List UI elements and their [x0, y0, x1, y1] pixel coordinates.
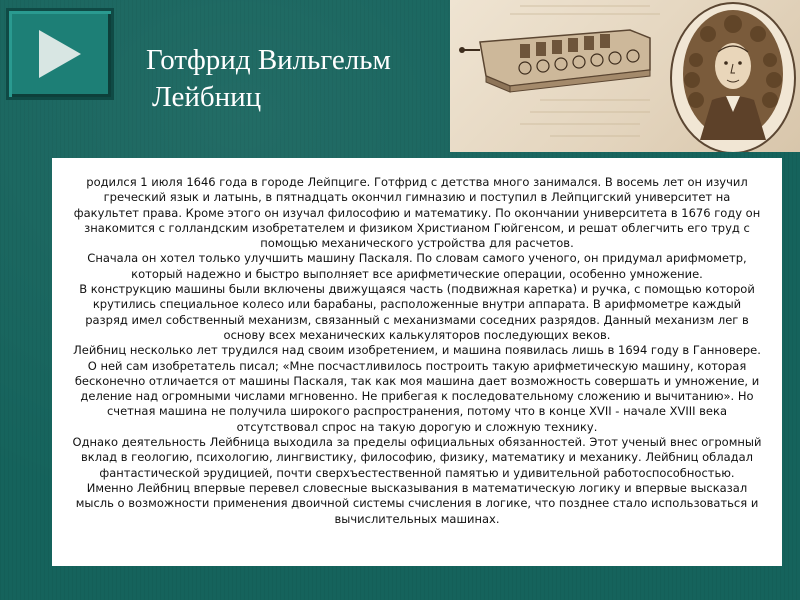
play-button[interactable] — [6, 8, 114, 100]
triangle-play-icon — [39, 30, 81, 78]
title-line-2: Лейбниц — [152, 81, 262, 113]
biography-text-panel — [52, 158, 782, 566]
paragraph-pascal-improvement: Сначала он хотел только улучшить машину Паскаля. По словам самого ученого, он придумал арифмометр, который надежно и быстро выполняет все арифметические операции, особенно умножение. — [87, 251, 747, 281]
leibniz-portrait — [671, 3, 795, 152]
calculator-machine — [459, 30, 650, 92]
paragraph-machine-construction: В конструкцию машины были включены движущаяся часть (подвижная каретка) и ручка, с помощью которой крутились специальное колесо или барабаны, расположенные внутри аппарата. В арифмометре каждый разряд имел собственный механизм, связанный с механизмами соседних разрядов. Данный механизм лег в основу всех механических калькуляторов последующих веков. — [79, 282, 755, 342]
paragraph-binary-logic: Именно Лейбниц впервые перевел словесные высказывания в математическую логику и впервые высказал мысль о возможности применения двоичной системы счисления в логике, что позднее стало использоваться и вычислительных машинах. — [75, 480, 759, 526]
paragraph-birth-education: родился 1 июля 1646 года в городе Лейпциге. Готфрид с детства много занимался. В восемь лет он изучил греческий язык и латынь, в пятнадцать окончил гимназию и поступил в Лейпцигский университет на факультет права. Кроме этого он изучал философию и математику. По окончании университета в 1676 году он знакомится с голландским изобретателем и физиком Христианом Гюйгенсом, и решат облегчить его труд с помощью механического устройства для расчетов. — [73, 175, 761, 251]
page-title — [146, 42, 391, 116]
paragraph-contributions: Однако деятельность Лейбница выходила за пределы официальных обязанностей. Этот ученый внес огромный вклад в геологию, психологию, лингвистику, философию, физику, математику и механику. Лейбниц обладал фантастической эрудицией, почти сверхъестественной памятью и удивительной работоспособностью. — [72, 435, 762, 480]
illustration-svg — [450, 0, 800, 152]
paragraph-invention-1694: Лейбниц несколько лет трудился над своим изобретением, и машина появилась лишь в 1694 году в Ганновере. О ней сам изобретатель писал; «Мне посчастливилось построить такую арифметическую машину, которая бесконечно отличается от машины Паскаля, так как моя машина дает возможность совершать и умножение, и деление над огромными числами мгновенно. Не прибегая к последовательному сложению и вычитанию». Но счетная машина не получила широкого распространения, потому что в конце XVII - начале XVIII века отсутствовал спрос на такую дорогую и сложную технику. — [73, 343, 761, 434]
leibniz-portrait-and-calculator-image — [450, 0, 800, 152]
title-line-1: Готфрид Вильгельм — [146, 44, 391, 76]
